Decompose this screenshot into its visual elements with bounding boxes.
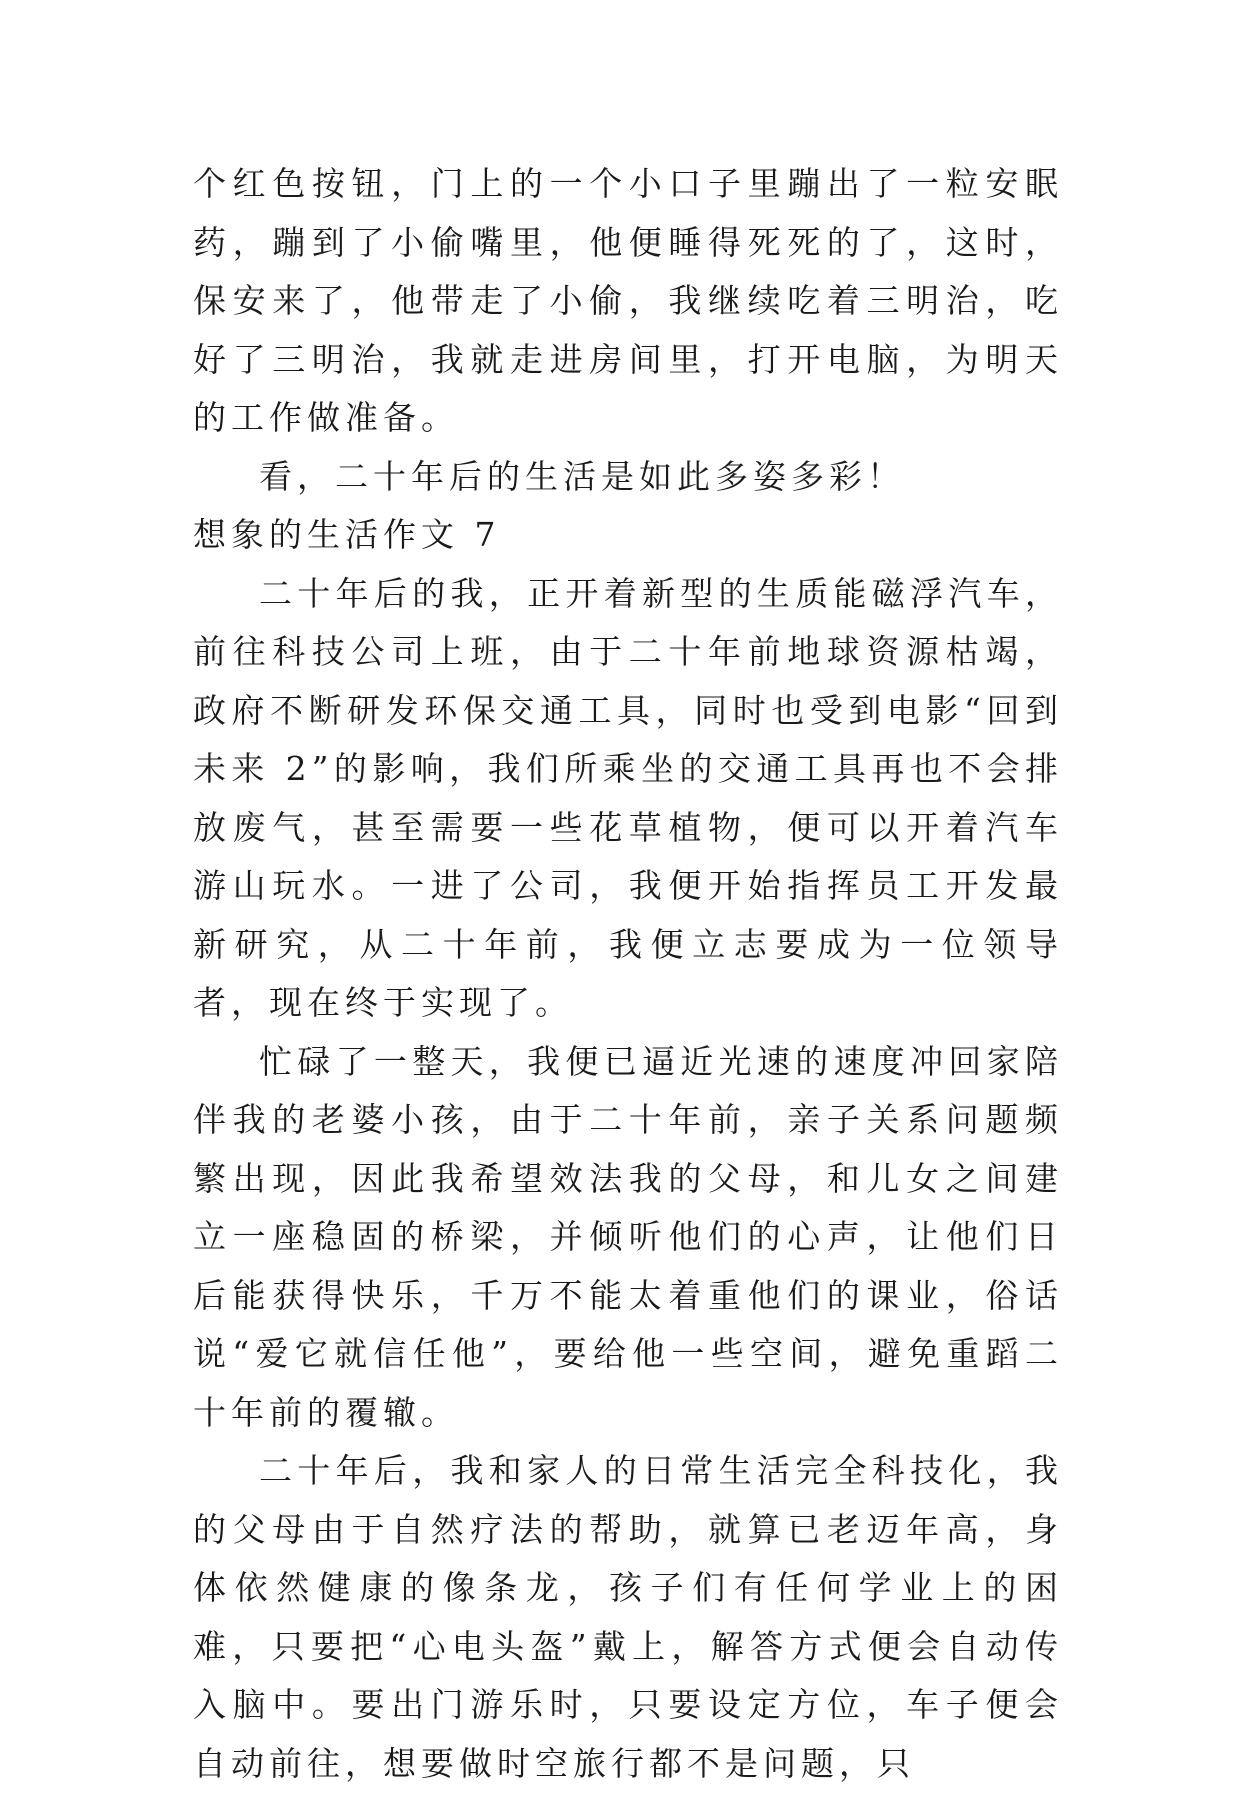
section-paragraph-1: 二十年后的我，正开着新型的生质能磁浮汽车，前往科技公司上班，由于二十年前地球资源枯竭，政府不断研发环保交通工具，同时也受到电影“回到未来 2”的影响，我们所乘坐的交通工具再也不会排放废气，甚至需要一些花草植物，便可以开着汽车游山玩水。一进了公司，我便开始指挥员工开发最新研究，从二十年前，我便立志要成为一位领导者，现在终于实现了。 — [193, 573, 1063, 1022]
section-paragraph-3: 二十年后，我和家人的日常生活完全科技化，我的父母由于自然疗法的帮助，就算已老迈年高，身体依然健康的像条龙，孩子们有任何学业上的困难，只要把“心电头盔”戴上，解答方式便会自动传入脑中。要出门游乐时，只要设定方位，车子便会自动前往，想要做时空旅行都不是问题，只 — [193, 1451, 1063, 1783]
section-heading: 想象的生活作文 7 — [193, 515, 501, 554]
section-paragraph-2: 忙碌了一整天，我便已逼近光速的速度冲回家陪伴我的老婆小孩，由于二十年前，亲子关系问题频繁出现，因此我希望效法我的父母，和儿女之间建立一座稳固的桥梁，并倾听他们的心声，让他们日后能获得快乐，千万不能太着重他们的课业，俗话说“爱它就信任他”，要给他一些空间，避免重蹈二十年前的覆辙。 — [193, 1041, 1063, 1432]
paragraph-continued: 个红色按钮，门上的一个小口子里蹦出了一粒安眠药，蹦到了小偷嘴里，他便睡得死死的了，这时，保安来了，他带走了小偷，我继续吃着三明治，吃好了三明治，我就走进房间里，打开电脑，为明天的工作做准备。 — [193, 164, 1063, 437]
document-body — [193, 155, 1063, 1793]
paragraph-conclusion: 看，二十年后的生活是如此多姿多彩！ — [259, 456, 905, 496]
